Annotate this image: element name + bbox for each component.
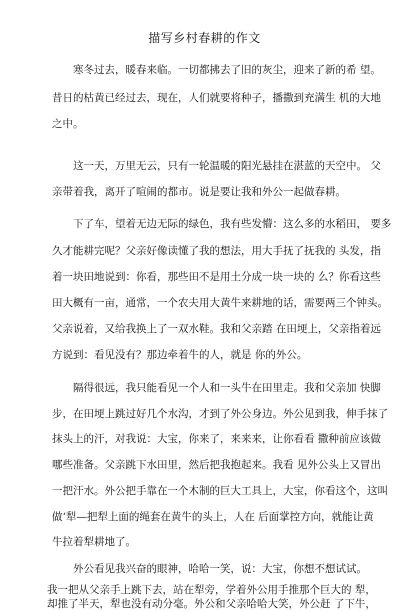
text-line: 外公看见我兴奋的眼神，哈哈一笑，说：大宝，你想不想试试。	[73, 563, 367, 575]
text-line: 方说到：看见没有？那边牵着牛的人，就是 你的外公。	[52, 349, 308, 361]
document-title: 描写乡村春耕的作文	[148, 31, 261, 45]
text-line: 隔得很远，我只能看见一个人和一头牛在田里走。我和父亲加 快脚	[73, 382, 381, 394]
text-line: 我一把从父亲手上跳下去，站在犁旁，学着外公用手推那个巨大的 犁，	[47, 584, 376, 596]
text-line: 着一块田地说到：你看，那些田不是用土分成一块一块的 么？你看这些	[52, 271, 381, 283]
text-line: 步，在田埂上跳过好几个水沟，才到了外公身边。外公见到我，伸手抹了	[52, 408, 388, 420]
text-line: 田大概有一亩，通常，一个农夫用大黄牛来耕地的话，需要两三个钟头。	[52, 297, 388, 309]
text-line: 昔日的枯黄已经过去，现在，人们就要将种子，播撒到充满生 机的大地	[52, 92, 381, 104]
text-line: 这一天，万里无云，只有一轮温暖的阳光悬挂在湛蓝的天空中。 父	[73, 160, 381, 172]
text-line: 寒冬过去，暖春来临。一切都拂去了旧的灰尘，迎来了新的希 望。	[73, 64, 381, 76]
text-line: 亲带着我，离开了喧闹的都市。说是要让我和外公一起做春耕。	[52, 186, 346, 198]
text-line: 却推了半天，犁也没有动分毫。外公和父亲哈哈大笑，外公赶 了下牛，	[47, 598, 376, 610]
text-line: 做‘犁—把犁上面的绳套在黄牛的头上，人在 后面掌控方向，就能让黄	[52, 511, 374, 523]
text-line: 父亲说着，又给我换上了一双水鞋。我和父亲踏 在田埂上，父亲指着远	[52, 323, 381, 335]
text-line: 牛拉着犁耕地了。	[52, 536, 136, 548]
text-line: 哪些准备。父亲跳下水田里，然后把我抱起来。我看 见外公头上又冒出	[52, 459, 381, 471]
text-line: 之中。	[52, 118, 84, 130]
text-line: 久才能耕完呢？父亲好像读懂了我的想法，用大手抚了抚我的 头发，指	[52, 245, 381, 257]
text-line: 下了车，望着无边无际的绿色，我有些发懵：这么多的水稻田， 要多	[73, 218, 392, 230]
text-line: 一把汗水。外公把手靠在一个木制的巨大工具上，大宝，你看这个，这叫	[52, 485, 388, 497]
text-line: 抹头上的汗，对我说：大宝，你来了，来来来，让你看看 撒种前应该做	[52, 433, 381, 445]
